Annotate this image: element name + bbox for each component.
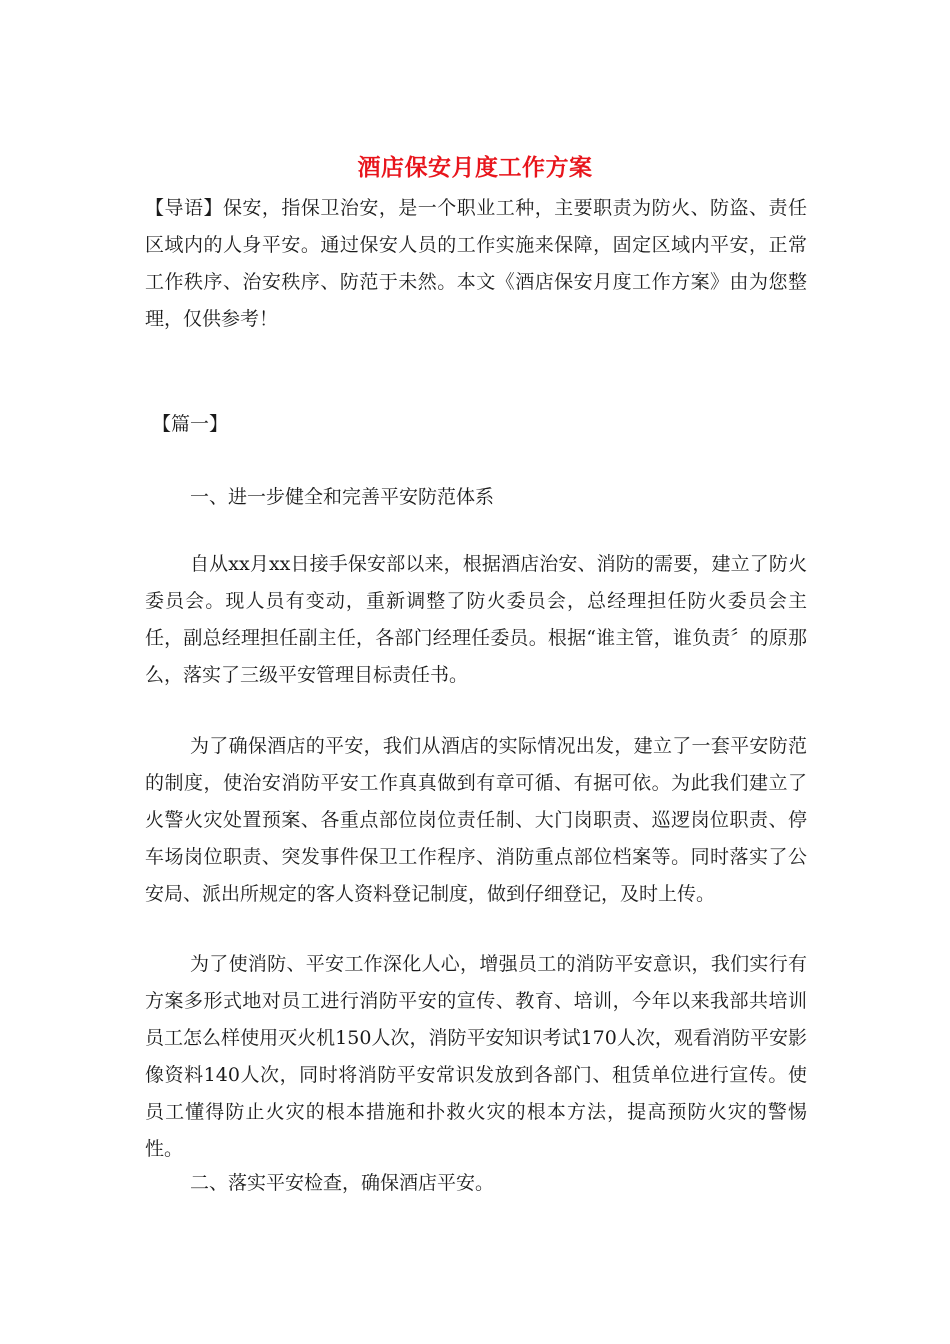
body-paragraph-3: 为了使消防、平安工作深化人心，增强员工的消防平安意识，我们实行有方案多形式地对员工进行消防平安的宣传、教育、培训，今年以来我部共培训员工怎么样使用灭火机150人次，消防平安知识考试170人次，观看消防平安影像资料140人次，同时将消防平安常识发放到各部门、租赁单位进行宣传。使员工懂得防止火灾的根本措施和扑救火灾的根本方法，提高预防火灾的警惕性。 xyxy=(145,953,807,1160)
body-paragraph-1: 自从xx月xx日接手保安部以来，根据酒店治安、消防的需要，建立了防火委员会。现人员有变动，重新调整了防火委员会，总经理担任防火委员会主任，副总经理担任副主任，各部门经理任委员。根据“谁主管，谁负责〞的原那么，落实了三级平安管理目标责任书。 xyxy=(145,553,807,686)
section-tag: 【篇一】 xyxy=(152,413,229,435)
intro-paragraph: 【导语】保安，指保卫治安，是一个职业工种，主要职责为防火、防盗、责任区域内的人身平安。通过保安人员的工作实施来保障，固定区域内平安，正常工作秩序、治安秩序、防范于未然。本文《酒店保安月度工作方案》由为您整理，仅供参考！ xyxy=(145,197,807,330)
document-title: 酒店保安月度工作方案 xyxy=(357,154,593,181)
section-heading-1: 一、进一步健全和完善平安防范体系 xyxy=(190,486,495,508)
section-heading-2: 二、落实平安检查，确保酒店平安。 xyxy=(190,1172,495,1194)
body-paragraph-2: 为了确保酒店的平安，我们从酒店的实际情况出发，建立了一套平安防范的制度，使治安消防平安工作真真做到有章可循、有据可依。为此我们建立了火警火灾处置预案、各重点部位岗位责任制、大门岗职责、巡逻岗位职责、停车场岗位职责、突发事件保卫工作程序、消防重点部位档案等。同时落实了公安局、派出所规定的客人资料登记制度，做到仔细登记，及时上传。 xyxy=(145,735,807,905)
